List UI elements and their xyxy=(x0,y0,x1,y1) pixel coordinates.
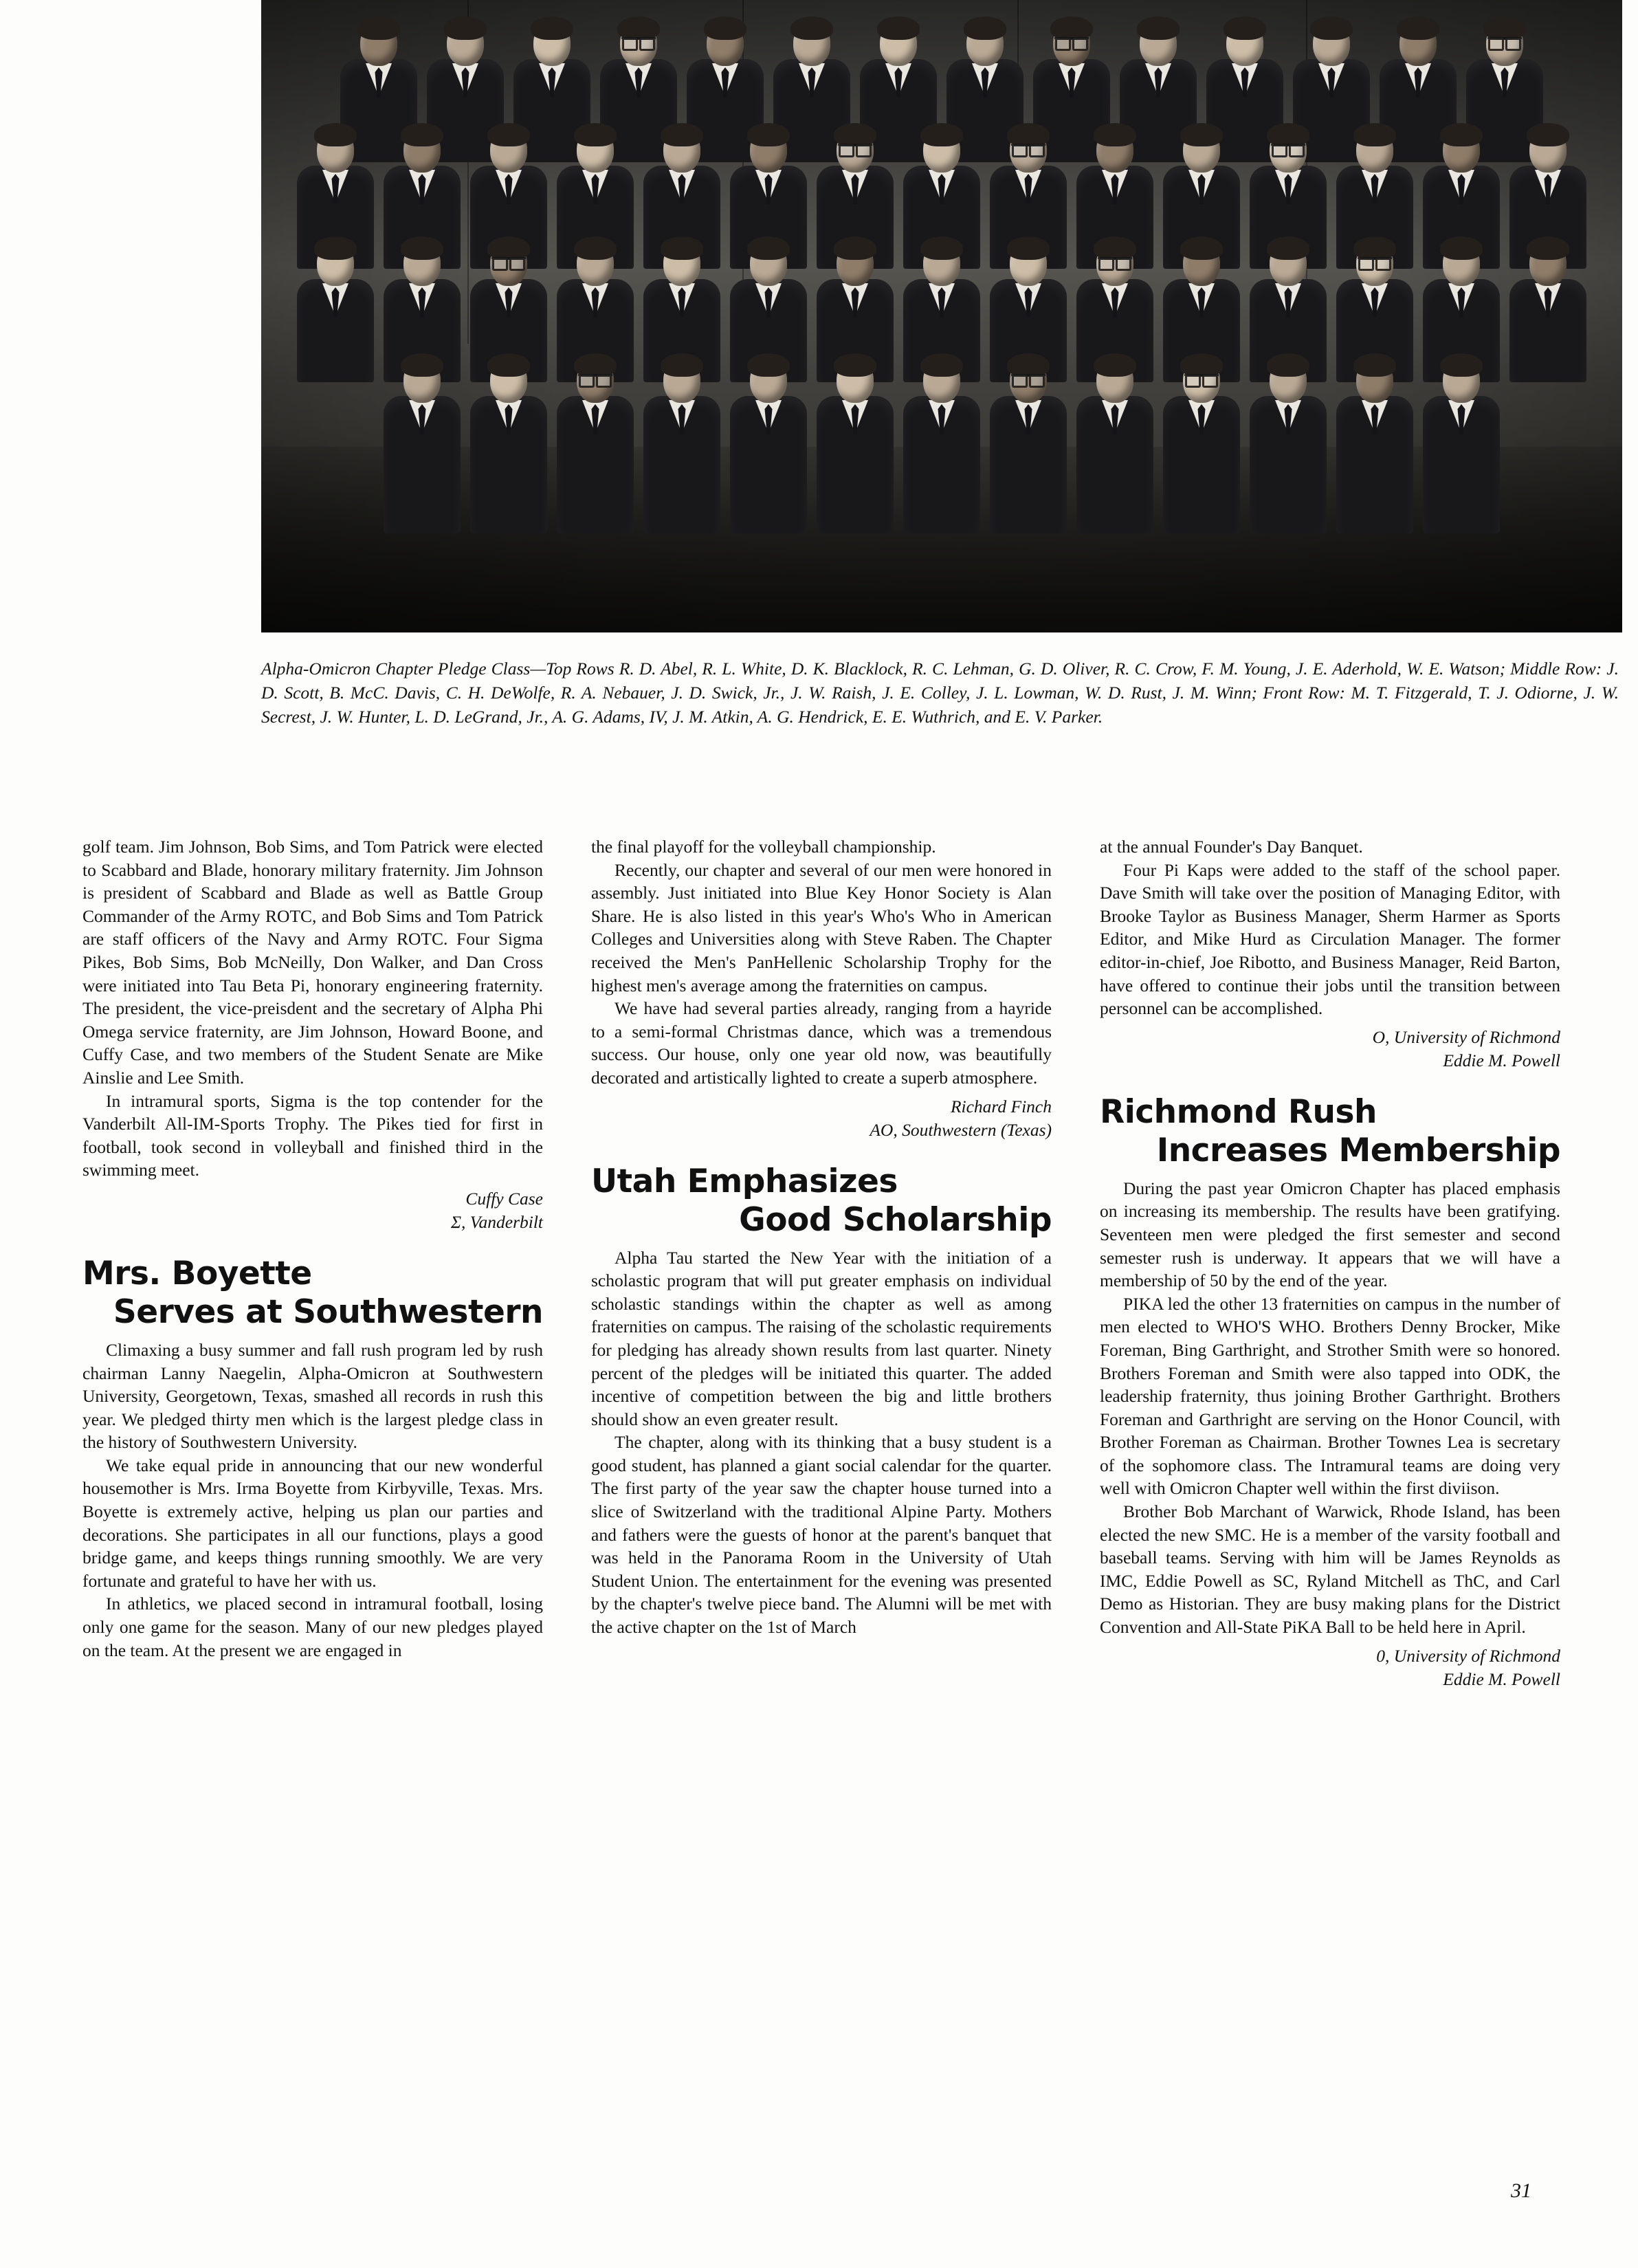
signature-name: Cuffy Case xyxy=(465,1188,543,1209)
person xyxy=(1247,357,1329,533)
article-signature xyxy=(1100,1026,1560,1072)
signature-name: Eddie M. Powell xyxy=(1443,1669,1560,1689)
person xyxy=(1074,357,1156,533)
headline-line-2: Serves at Southwestern xyxy=(113,1292,543,1331)
person xyxy=(727,357,810,533)
person xyxy=(987,357,1070,533)
article-columns xyxy=(82,835,1560,2155)
paragraph: at the annual Founder's Day Banquet. xyxy=(1100,837,1363,857)
photo-caption: Alpha-Omicron Chapter Pledge Class—Top Rows R. D. Abel, R. L. White, D. K. Blacklock, R. C. Lehman, G. D. Oliver, R. C. Crow, F. M. Young, J. E. Aderhold, W. E. Watson; Middle Row: J. D. Scott, B. McC. Davis, C. H. DeWolfe, R. A. Nebauer, J. D. Swick, Jr., J. W. Raish, J. E. Colley, J. L. Lowman, W. D. Rust, J. M. Winn; Front Row: M. T. Fitzgerald, T. J. Odiorne, J. W. Secrest, J. W. Hunter, L. D. LeGrand, Jr., A. G. Adams, IV, J. M. Atkin, A. G. Hendrick, E. E. Wuthrich, and E. V. Parker. xyxy=(261,659,1619,727)
signature-chapter: Σ, Vanderbilt xyxy=(450,1211,543,1232)
signature-chapter: AO, Southwestern (Texas) xyxy=(870,1119,1052,1140)
person xyxy=(1420,357,1503,533)
signature-name: Richard Finch xyxy=(950,1096,1052,1116)
signature-chapter: 0, University of Richmond xyxy=(1376,1645,1560,1666)
article-headline-richmond xyxy=(1100,1093,1560,1170)
article-headline-mrs-boyette xyxy=(82,1255,543,1332)
page-number: 31 xyxy=(1511,2179,1531,2202)
paragraph: The chapter, along with its thinking that a busy student is a good student, has planned a giant social calendar for the quarter. The first party of the year saw the chapter house turned into a slice of Switzerland with the traditional Alpine Party. Mothers and fathers were the guests of honor at the parent's banquet that was held in the Panorama Room in the University of Utah Student Union. The entertainment for the evening was presented by the chapter's twelve piece band. The Alumni will be met with the active chapter on the 1st of March xyxy=(591,1432,1052,1638)
headline-line-2: Increases Membership xyxy=(1156,1131,1560,1169)
paragraph: In intramural sports, Sigma is the top contender for the Vanderbilt All-IM-Sports Trophy. The Pikes tied for first in football, took second in volleyball and finished third in the swimming meet. xyxy=(82,1090,543,1180)
headline-line-1: Richmond Rush xyxy=(1100,1092,1377,1131)
paragraph: In athletics, we placed second in intramural football, losing only one game for the season. Many of our new pledges played on the team. At the present we are engaged in xyxy=(82,1594,543,1660)
person xyxy=(1160,357,1243,533)
paragraph: PIKA led the other 13 fraternities on campus in the number of men elected to WHO'S WHO. Brothers Denny Brocker, Mike Foreman, Bing Garthright, and Strother Smith were so honored. Brothers Foreman and Smith were also tapped into ODK, the leadership fraternity, thus joining Brother Garthright. Brothers Foreman and Garthright are serving on the Honor Council, with Brother Foreman as Chairman. Brother Townes Lea is secretary of the sophomore class. The Intramural teams are doing very well with Omicron Chapter well within the first diviison. xyxy=(1100,1293,1560,1499)
paragraph: During the past year Omicron Chapter has placed emphasis on increasing its membership. The results have been gratifying. Seventeen men were pledged the first semester and second semester rush is underway. It appears that we will have a membership of 50 by the end of the year. xyxy=(1100,1178,1560,1291)
article-signature-end xyxy=(1100,1644,1560,1691)
paragraph: Climaxing a busy summer and fall rush program led by rush chairman Lanny Naegelin, Alpha-Omicron at Southwestern University, Georgetown, Texas, smashed all records in rush this year. We pledged thirty men which is the largest pledge class in the history of Southwestern University. xyxy=(82,1339,543,1453)
column-three xyxy=(1100,835,1560,1691)
signature-chapter: Eddie M. Powell xyxy=(1443,1050,1560,1070)
headline-line-1: Mrs. Boyette xyxy=(82,1254,312,1292)
alpha-omicron-chapter-pledge-class-photo xyxy=(261,0,1622,632)
paragraph: the final playoff for the volleyball championship. xyxy=(591,837,936,857)
signature-name: O, University of Richmond xyxy=(1372,1026,1560,1047)
paragraph: We have had several parties already, ranging from a hayride to a semi-formal Christmas dance, which was a tremendous success. Our house, only one year old now, was beautifully decorated and artistically lighted to create a superb atmosphere. xyxy=(591,998,1052,1088)
person xyxy=(900,357,983,533)
person xyxy=(1333,357,1416,533)
headline-line-1: Utah Emphasizes xyxy=(591,1162,898,1200)
person xyxy=(467,357,550,533)
article-signature xyxy=(82,1187,543,1234)
column-two xyxy=(591,835,1052,1639)
paragraph: Alpha Tau started the New Year with the initiation of a scholastic program that will put greater emphasis on individual scholastic standings within the chapter as well as among fraternities on campus. The raising of the scholastic requirements for pledging has already shown results from last quarter. Ninety percent of the pledges will be initiated this quarter. The added incentive of competition between the big and little brothers should show an even greater result. xyxy=(591,1247,1052,1429)
paragraph: We take equal pride in announcing that our new wonderful housemother is Mrs. Irma Boyette from Kirbyville, Texas. Mrs. Boyette is extremely active, helping us plan our parties and decorations. She participates in all our functions, plays a good bridge game, and keeps things running smoothly. We are very fortunate and grateful to have her with us. xyxy=(82,1455,543,1591)
person xyxy=(381,357,463,533)
person xyxy=(641,357,723,533)
person xyxy=(814,357,896,533)
headline-line-2: Good Scholarship xyxy=(739,1200,1052,1239)
column-one xyxy=(82,835,543,1662)
article-headline-utah xyxy=(591,1163,1052,1240)
paragraph: golf team. Jim Johnson, Bob Sims, and Tom Patrick were elected to Scabbard and Blade, honorary military fraternity. Jim Johnson is president of Scabbard and Blade as well as Battle Group Commander of the Army ROTC, and Bob Sims and Tom Patrick are staff officers of the Navy and Army ROTC. Four Sigma Pikes, Bob Sims, Bob McNeilly, Don Walker, and Dan Cross were initiated into Tau Beta Pi, honorary engineering fraternity. The president, the vice-preisdent and the secretary of Alpha Phi Omega service fraternity, are Jim Johnson, Howard Boone, and Cuffy Case, and two members of the Student Senate are Mike Ainslie and Lee Smith. xyxy=(82,837,543,1088)
article-signature xyxy=(591,1095,1052,1142)
paragraph: Recently, our chapter and several of our men were honored in assembly. Just initiated into Blue Key Honor Society is Alan Share. He is also listed in this year's Who's Who in American Colleges and Universities along with Steve Raben. The Chapter received the Men's PanHellenic Scholarship Trophy for the highest men's average among the fraternities on campus. xyxy=(591,859,1052,995)
paragraph: Four Pi Kaps were added to the staff of the school paper. Dave Smith will take over the position of Managing Editor, with Brooke Taylor as Business Manager, Sherm Harmer as Sports Editor, and Mike Hurd as Circulation Manager. The former editor-in-chief, Joe Ribotto, and Business Manager, Reid Barton, have offered to continue their jobs until the transition between personnel can be accomplished. xyxy=(1100,859,1560,1019)
person xyxy=(554,357,637,533)
paragraph: Brother Bob Marchant of Warwick, Rhode Island, has been elected the new SMC. He is a member of the varsity football and baseball teams. Serving with him will be James Reynolds as IMC, Eddie Powell as SC, Ryland Mitchell as ThC, and Carl Demo as Historian. They are busy making plans for the District Convention and All-State PiKA Ball to be held here in April. xyxy=(1100,1501,1560,1638)
